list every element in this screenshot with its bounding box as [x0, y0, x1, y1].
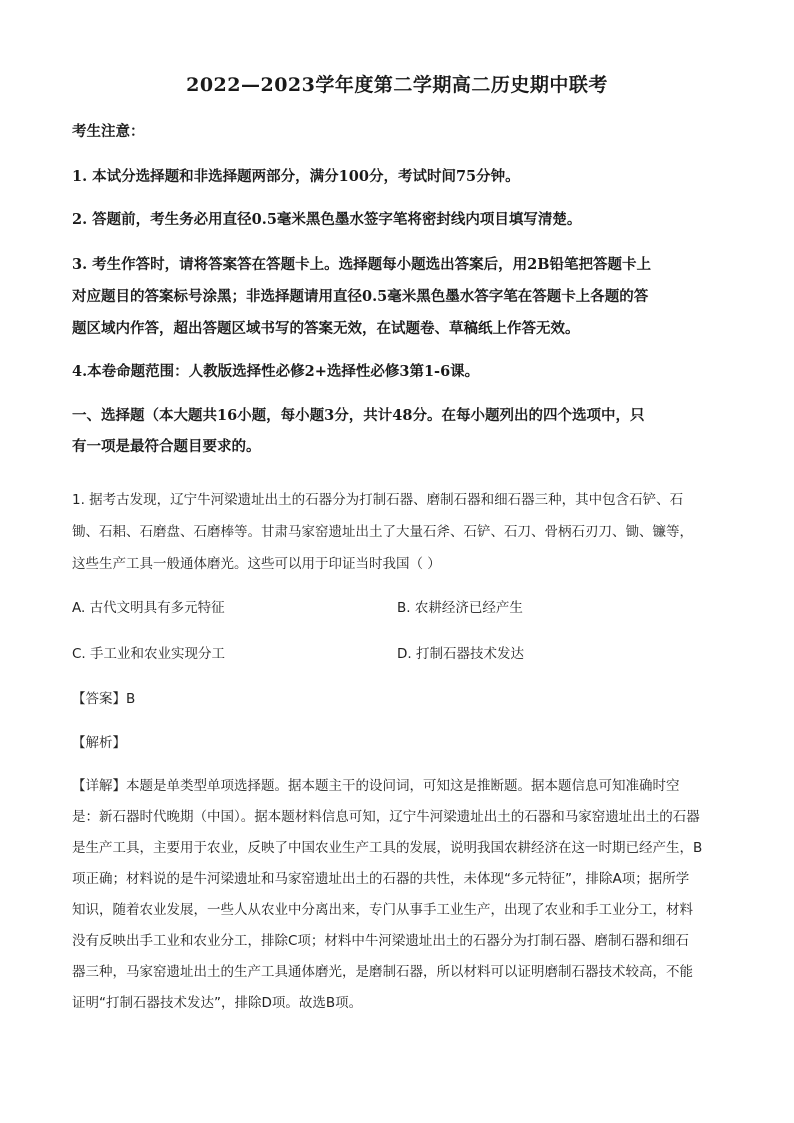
- section-heading-line-2: 有一项是最符合题目要求的。: [72, 438, 261, 455]
- question-1-analysis-label: 【解析】: [72, 735, 126, 751]
- detail-line-6: 没有反映出手工业和农业分工，排除C项；材料中牛河梁遗址出土的石器分为打制石器、磨制石器和细石: [72, 933, 689, 949]
- question-1-option-b: B. 农耕经济已经产生: [397, 600, 523, 616]
- question-1-stem-line-2: 锄、石耜、石磨盘、石磨棒等。甘肃马家窑遗址出土了大量石斧、石铲、石刀、骨柄石刃刀、锄、镰等，: [72, 524, 693, 540]
- notice-heading: 考生注意：: [72, 123, 145, 140]
- detail-line-5: 知识，随着农业发展，一些人从农业中分离出来，专门从事手工业生产，出现了农业和手工业分工，材料: [72, 902, 693, 918]
- question-1-option-c: C. 手工业和农业实现分工: [72, 646, 226, 662]
- notice-item-3-line-1: 3. 考生作答时，请将答案答在答题卡上。选择题每小题选出答案后，用2B铅笔把答题卡上: [72, 256, 652, 273]
- detail-line-1: 【详解】本题是单类型单项选择题。据本题主干的设问词，可知这是推断题。据本题信息可知准确时空: [72, 778, 680, 794]
- detail-line-2: 是：新石器时代晚期（中国）。据本题材料信息可知，辽宁牛河梁遗址出土的石器和马家窑遗址出土的石器: [72, 809, 700, 825]
- notice-item-1: 1. 本试分选择题和非选择题两部分，满分100分，考试时间75分钟。: [72, 168, 520, 185]
- detail-line-8: 证明“打制石器技术发达”，排除D项。故选B项。: [72, 995, 363, 1011]
- section-heading-line-1: 一、选择题（本大题共16小题，每小题3分，共计48分。在每小题列出的四个选项中，只: [72, 407, 645, 424]
- exam-title: 2022—2023学年度第二学期高二历史期中联考: [186, 74, 608, 96]
- notice-item-4: 4.本卷命题范围：人教版选择性必修2+选择性必修3第1-6课。: [72, 363, 480, 380]
- question-1-option-d: D. 打制石器技术发达: [397, 646, 524, 662]
- detail-line-3: 是生产工具，主要用于农业，反映了中国农业生产工具的发展，说明我国农耕经济在这一时期已经产生，B: [72, 840, 703, 856]
- detail-line-4: 项正确；材料说的是牛河梁遗址和马家窑遗址出土的石器的共性，未体现“多元特征”，排除A项；据所学: [72, 871, 690, 887]
- question-1-stem-line-1: 1. 据考古发现，辽宁牛河梁遗址出土的石器分为打制石器、磨制石器和细石器三种，其中包含石铲、石: [72, 492, 684, 508]
- detail-line-7: 器三种，马家窑遗址出土的生产工具通体磨光，是磨制石器，所以材料可以证明磨制石器技术较高，不能: [72, 964, 693, 980]
- notice-item-3-line-3: 题区域内作答，超出答题区域书写的答案无效，在试题卷、草稿纸上作答无效。: [72, 320, 580, 337]
- notice-item-2: 2. 答题前，考生务必用直径0.5毫米黑色墨水签字笔将密封线内项目填写清楚。: [72, 211, 582, 228]
- question-1-option-a: A. 古代文明具有多元特征: [72, 600, 225, 616]
- question-1-answer: 【答案】B: [72, 691, 136, 707]
- notice-item-3-line-2: 对应题目的答案标号涂黑；非选择题请用直径0.5毫米黑色墨水答字笔在答题卡上各题的答: [72, 288, 649, 305]
- question-1-stem-line-3: 这些生产工具一般通体磨光。这些可以用于印证当时我国（ ）: [72, 556, 441, 572]
- question-1-detail: [72, 771, 722, 1019]
